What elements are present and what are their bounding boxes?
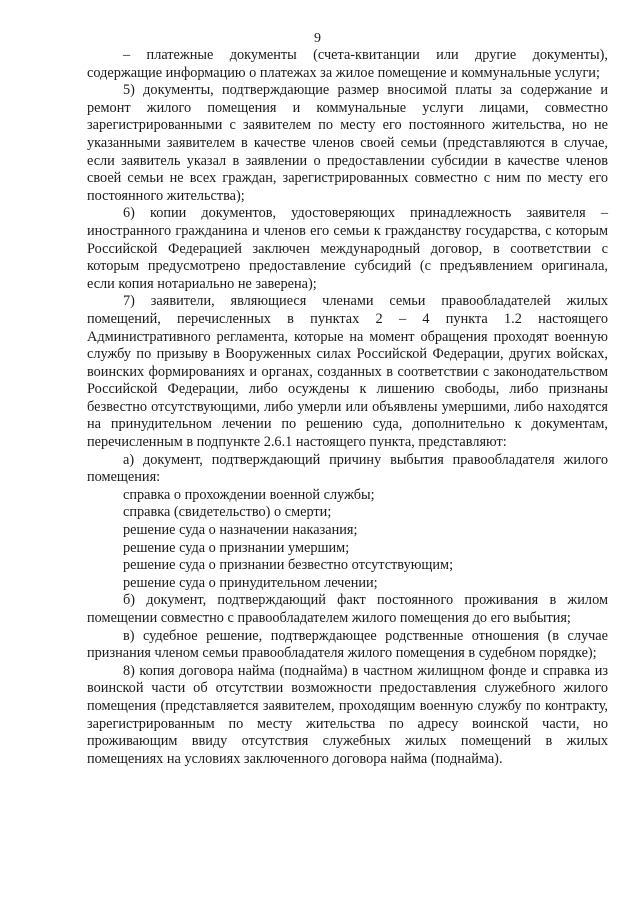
list-item: справка (свидетельство) о смерти; [123,504,332,521]
page-number: 9 [314,31,321,46]
paragraph-payment-documents: – платежные документы (счета-квитанции или другие документы), содержащие информацию о платежах за жилое помещение и коммунальные услуги; [87,47,608,81]
list-item: решение суда о принудительном лечении; [123,574,378,591]
paragraph-subitem-v: в) судебное решение, подтверждающее родственные отношения (в случае признания членом семьи правообладателя жилого помещения в судебном порядке); [87,627,608,662]
document-body [87,47,608,768]
list-item: решение суда о признании безвестно отсутствующим; [123,557,454,574]
list-item: решение суда о признании умершим; [123,539,350,556]
paragraph-subitem-a: а) документ, подтверждающий причину выбытия правообладателя жилого помещения: [87,451,608,486]
paragraph-item-7: 7) заявители, являющиеся членами семьи правообладателей жилых помещений, перечисленных в пунктах 2 – 4 пункта 1.2 настоящего Административного регламента, которые на момент обращения проходят военную службу по призыву в Вооруженных силах Российской Федерации, других войсках, воинских формированиях и органах, созданных в соответствии с законодательством Российской Федерации, либо осуждены к лишению свободы, либо признаны безвестно отсутствующими, либо умерли или объявлены умершими, либо находятся на принудительном лечении по решению суда, дополнительно к документам, перечисленным в подпункте 2.6.1 настоящего пункта, представляют: [87,293,608,451]
paragraph-subitem-b: б) документ, подтверждающий факт постоянного проживания в жилом помещении совместно с правообладателем жилого помещения до его выбытия; [87,592,608,626]
paragraph-item-8: 8) копия договора найма (поднайма) в частном жилищном фонде и справка из воинской части об отсутствии возможности предоставления служебного жилого помещения (представляется заявителем, проходящим военную службу по контракту, зарегистрированным по месту жительства по адресу воинской части, но проживающим ввиду отсутствия служебных жилых помещений в жилых помещениях на условиях заключенного договора найма (поднайма). [87,662,608,767]
paragraph-item-5: 5) документы, подтверждающие размер вносимой платы за содержание и ремонт жилого помещения и коммунальные услуги лицами, совместно зарегистрированными с заявителем по месту его постоянного жительства, но не указанными заявителем в качестве членов своей семьи (представляются в случае, если заявитель указал в заявлении о предоставлении субсидии в качестве членов своей семьи не всех граждан, зарегистрированных совместно с ним по месту его постоянного жительства); [87,82,608,204]
paragraph-item-6: 6) копии документов, удостоверяющих принадлежность заявителя – иностранного гражданина и членов его семьи к гражданству государства, с которым Российской Федерацией заключен международный договор, в соответствии с которым предусмотрено предоставление субсидий (с предъявлением оригинала, если копия нотариально не заверена); [87,205,608,292]
list-item: справка о прохождении военной службы; [123,486,375,503]
list-item: решение суда о назначении наказания; [123,522,358,539]
